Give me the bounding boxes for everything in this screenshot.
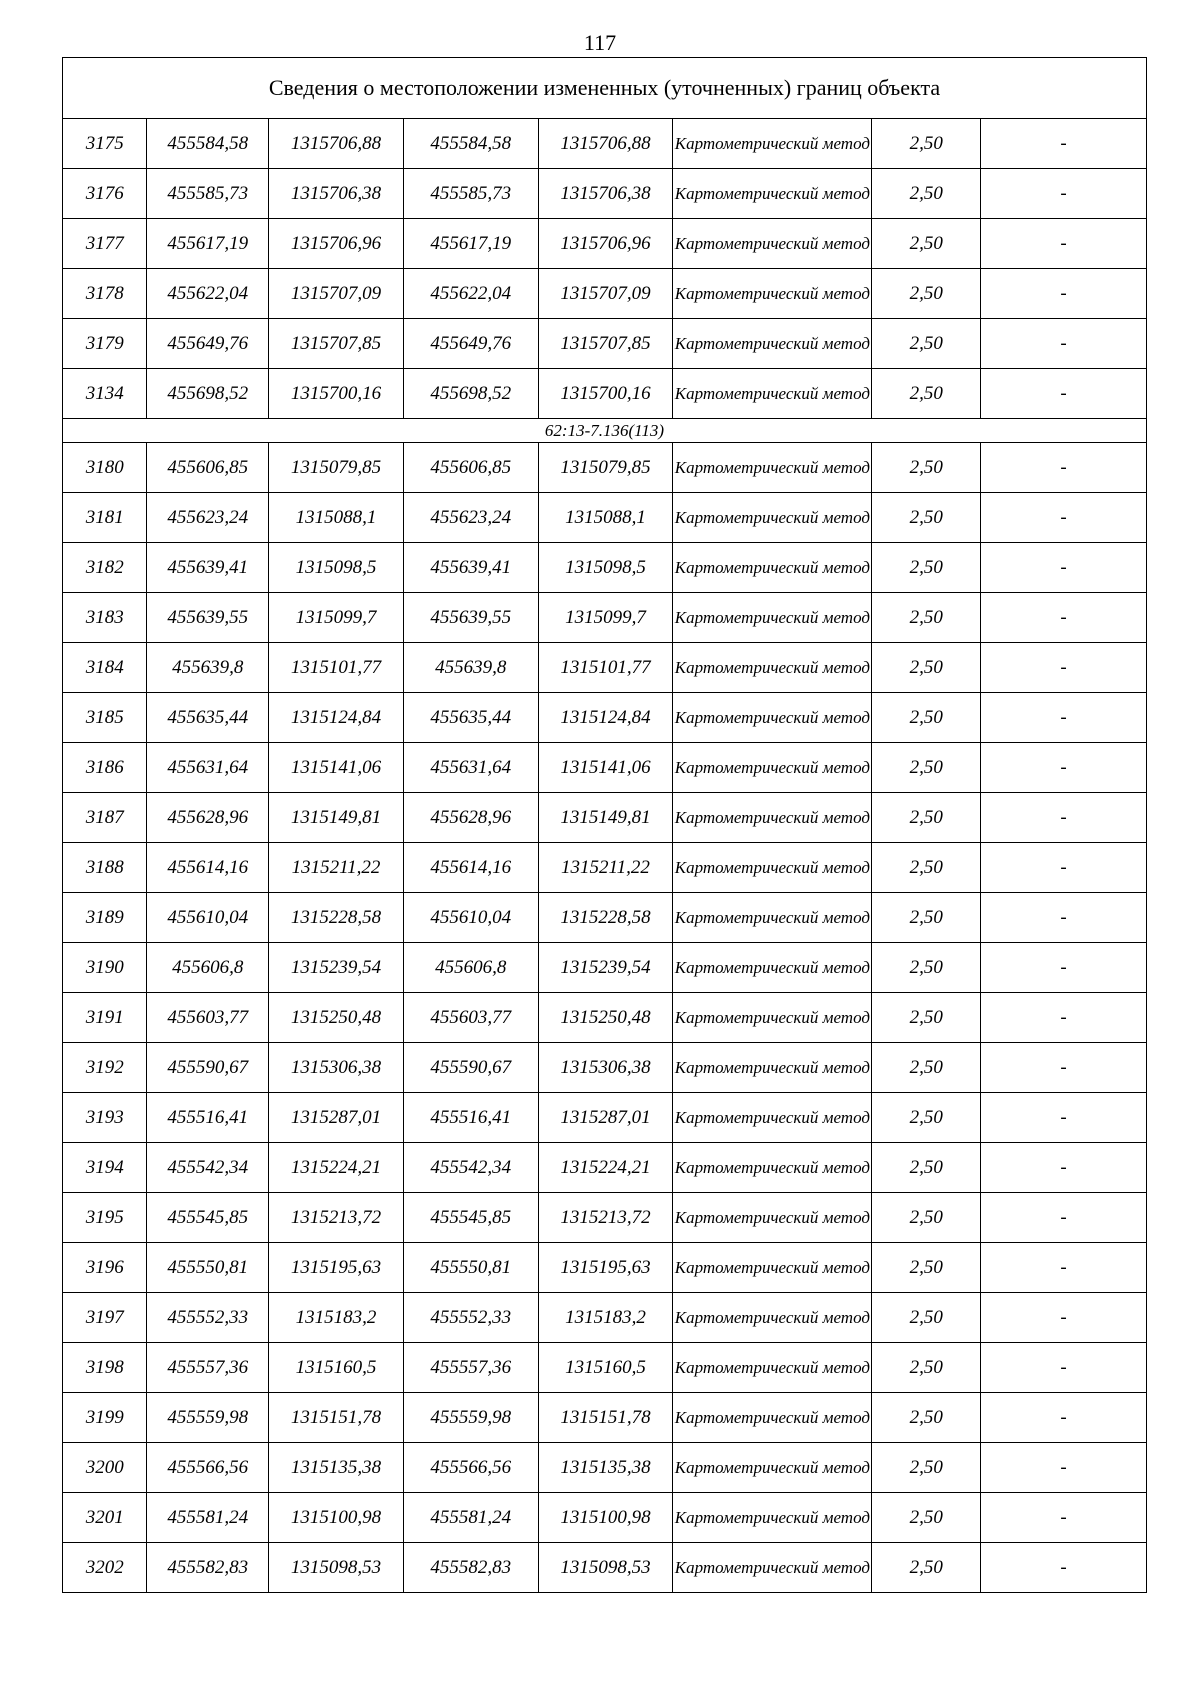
- y-existing-cell: 1315151,78: [269, 1393, 404, 1443]
- y-existing-cell: 1315135,38: [269, 1443, 404, 1493]
- x-new-cell: 455552,33: [403, 1293, 538, 1343]
- x-new-cell: 455585,73: [403, 169, 538, 219]
- method-cell: Картометрический метод: [673, 1543, 872, 1593]
- x-existing-cell: 455559,98: [147, 1393, 269, 1443]
- description-cell: -: [981, 1293, 1147, 1343]
- y-existing-cell: 1315228,58: [269, 893, 404, 943]
- description-cell: -: [981, 543, 1147, 593]
- description-cell: -: [981, 1193, 1147, 1243]
- y-existing-cell: 1315306,38: [269, 1043, 404, 1093]
- x-existing-cell: 455545,85: [147, 1193, 269, 1243]
- point-number-cell: 3183: [63, 593, 147, 643]
- method-cell: Картометрический метод: [673, 1393, 872, 1443]
- x-new-cell: 455639,41: [403, 543, 538, 593]
- y-new-cell: 1315239,54: [538, 943, 673, 993]
- y-existing-cell: 1315088,1: [269, 493, 404, 543]
- method-cell: Картометрический метод: [673, 119, 872, 169]
- x-existing-cell: 455698,52: [147, 369, 269, 419]
- point-number-cell: 3184: [63, 643, 147, 693]
- description-cell: -: [981, 169, 1147, 219]
- method-cell: Картометрический метод: [673, 693, 872, 743]
- x-existing-cell: 455639,55: [147, 593, 269, 643]
- point-number-cell: 3175: [63, 119, 147, 169]
- table-row: [63, 543, 1147, 593]
- y-existing-cell: 1315101,77: [269, 643, 404, 693]
- description-cell: -: [981, 119, 1147, 169]
- method-cell: Картометрический метод: [673, 1343, 872, 1393]
- table-row: [63, 843, 1147, 893]
- y-new-cell: 1315099,7: [538, 593, 673, 643]
- x-new-cell: 455617,19: [403, 219, 538, 269]
- y-new-cell: 1315195,63: [538, 1243, 673, 1293]
- x-existing-cell: 455606,8: [147, 943, 269, 993]
- point-number-cell: 3188: [63, 843, 147, 893]
- x-existing-cell: 455585,73: [147, 169, 269, 219]
- y-new-cell: 1315706,88: [538, 119, 673, 169]
- point-number-cell: 3193: [63, 1093, 147, 1143]
- method-cell: Картометрический метод: [673, 1143, 872, 1193]
- x-existing-cell: 455550,81: [147, 1243, 269, 1293]
- table-row: [63, 793, 1147, 843]
- description-cell: -: [981, 893, 1147, 943]
- accuracy-cell: 2,50: [872, 793, 981, 843]
- x-new-cell: 455557,36: [403, 1343, 538, 1393]
- description-cell: -: [981, 1043, 1147, 1093]
- x-existing-cell: 455631,64: [147, 743, 269, 793]
- method-cell: Картометрический метод: [673, 319, 872, 369]
- y-existing-cell: 1315706,96: [269, 219, 404, 269]
- accuracy-cell: 2,50: [872, 1243, 981, 1293]
- accuracy-cell: 2,50: [872, 893, 981, 943]
- y-existing-cell: 1315195,63: [269, 1243, 404, 1293]
- table-row: [63, 693, 1147, 743]
- point-number-cell: 3202: [63, 1543, 147, 1593]
- table-row: [63, 743, 1147, 793]
- table-row: [63, 1543, 1147, 1593]
- table-row: [63, 1393, 1147, 1443]
- y-existing-cell: 1315099,7: [269, 593, 404, 643]
- method-cell: Картометрический метод: [673, 1493, 872, 1543]
- accuracy-cell: 2,50: [872, 1543, 981, 1593]
- point-number-cell: 3181: [63, 493, 147, 543]
- x-new-cell: 455639,8: [403, 643, 538, 693]
- method-cell: Картометрический метод: [673, 1043, 872, 1093]
- accuracy-cell: 2,50: [872, 1493, 981, 1543]
- description-cell: -: [981, 743, 1147, 793]
- y-new-cell: 1315707,09: [538, 269, 673, 319]
- point-number-cell: 3185: [63, 693, 147, 743]
- description-cell: -: [981, 643, 1147, 693]
- y-existing-cell: 1315224,21: [269, 1143, 404, 1193]
- x-existing-cell: 455639,8: [147, 643, 269, 693]
- method-cell: Картометрический метод: [673, 1193, 872, 1243]
- x-existing-cell: 455635,44: [147, 693, 269, 743]
- accuracy-cell: 2,50: [872, 119, 981, 169]
- accuracy-cell: 2,50: [872, 943, 981, 993]
- method-cell: Картометрический метод: [673, 793, 872, 843]
- point-number-cell: 3182: [63, 543, 147, 593]
- boundary-coordinates-table: [62, 57, 1147, 1593]
- x-existing-cell: 455542,34: [147, 1143, 269, 1193]
- accuracy-cell: 2,50: [872, 1143, 981, 1193]
- x-new-cell: 455516,41: [403, 1093, 538, 1143]
- y-existing-cell: 1315706,88: [269, 119, 404, 169]
- method-cell: Картометрический метод: [673, 219, 872, 269]
- x-existing-cell: 455603,77: [147, 993, 269, 1043]
- x-new-cell: 455635,44: [403, 693, 538, 743]
- point-number-cell: 3180: [63, 443, 147, 493]
- y-existing-cell: 1315211,22: [269, 843, 404, 893]
- x-new-cell: 455631,64: [403, 743, 538, 793]
- point-number-cell: 3189: [63, 893, 147, 943]
- x-new-cell: 455590,67: [403, 1043, 538, 1093]
- point-number-cell: 3187: [63, 793, 147, 843]
- description-cell: -: [981, 219, 1147, 269]
- y-new-cell: 1315101,77: [538, 643, 673, 693]
- accuracy-cell: 2,50: [872, 369, 981, 419]
- table-row: [63, 219, 1147, 269]
- method-cell: Картометрический метод: [673, 893, 872, 943]
- y-existing-cell: 1315700,16: [269, 369, 404, 419]
- accuracy-cell: 2,50: [872, 743, 981, 793]
- method-cell: Картометрический метод: [673, 993, 872, 1043]
- description-cell: -: [981, 369, 1147, 419]
- description-cell: -: [981, 319, 1147, 369]
- y-existing-cell: 1315287,01: [269, 1093, 404, 1143]
- point-number-cell: 3201: [63, 1493, 147, 1543]
- description-cell: -: [981, 1343, 1147, 1393]
- y-new-cell: 1315183,2: [538, 1293, 673, 1343]
- description-cell: -: [981, 1093, 1147, 1143]
- accuracy-cell: 2,50: [872, 993, 981, 1043]
- y-existing-cell: 1315250,48: [269, 993, 404, 1043]
- point-number-cell: 3191: [63, 993, 147, 1043]
- accuracy-cell: 2,50: [872, 1293, 981, 1343]
- x-new-cell: 455550,81: [403, 1243, 538, 1293]
- description-cell: -: [981, 1493, 1147, 1543]
- description-cell: -: [981, 593, 1147, 643]
- x-new-cell: 455542,34: [403, 1143, 538, 1193]
- accuracy-cell: 2,50: [872, 543, 981, 593]
- method-cell: Картометрический метод: [673, 643, 872, 693]
- accuracy-cell: 2,50: [872, 593, 981, 643]
- y-new-cell: 1315213,72: [538, 1193, 673, 1243]
- x-new-cell: 455622,04: [403, 269, 538, 319]
- y-new-cell: 1315706,96: [538, 219, 673, 269]
- table-row: [63, 1143, 1147, 1193]
- x-new-cell: 455545,85: [403, 1193, 538, 1243]
- y-new-cell: 1315707,85: [538, 319, 673, 369]
- description-cell: -: [981, 943, 1147, 993]
- y-new-cell: 1315228,58: [538, 893, 673, 943]
- y-existing-cell: 1315098,53: [269, 1543, 404, 1593]
- y-existing-cell: 1315098,5: [269, 543, 404, 593]
- accuracy-cell: 2,50: [872, 1043, 981, 1093]
- point-number-cell: 3198: [63, 1343, 147, 1393]
- description-cell: -: [981, 1543, 1147, 1593]
- y-existing-cell: 1315149,81: [269, 793, 404, 843]
- method-cell: Картометрический метод: [673, 593, 872, 643]
- accuracy-cell: 2,50: [872, 319, 981, 369]
- accuracy-cell: 2,50: [872, 693, 981, 743]
- x-new-cell: 455628,96: [403, 793, 538, 843]
- x-new-cell: 455603,77: [403, 993, 538, 1043]
- point-number-cell: 3179: [63, 319, 147, 369]
- accuracy-cell: 2,50: [872, 493, 981, 543]
- accuracy-cell: 2,50: [872, 219, 981, 269]
- table-row: [63, 993, 1147, 1043]
- point-number-cell: 3190: [63, 943, 147, 993]
- y-existing-cell: 1315124,84: [269, 693, 404, 743]
- x-existing-cell: 455649,76: [147, 319, 269, 369]
- x-new-cell: 455649,76: [403, 319, 538, 369]
- method-cell: Картометрический метод: [673, 493, 872, 543]
- y-existing-cell: 1315141,06: [269, 743, 404, 793]
- x-existing-cell: 455614,16: [147, 843, 269, 893]
- y-existing-cell: 1315707,85: [269, 319, 404, 369]
- x-new-cell: 455581,24: [403, 1493, 538, 1543]
- table-row: [63, 1193, 1147, 1243]
- point-number-cell: 3195: [63, 1193, 147, 1243]
- point-number-cell: 3178: [63, 269, 147, 319]
- point-number-cell: 3134: [63, 369, 147, 419]
- y-existing-cell: 1315183,2: [269, 1293, 404, 1343]
- description-cell: -: [981, 693, 1147, 743]
- point-number-cell: 3176: [63, 169, 147, 219]
- y-existing-cell: 1315079,85: [269, 443, 404, 493]
- x-new-cell: 455623,24: [403, 493, 538, 543]
- accuracy-cell: 2,50: [872, 1093, 981, 1143]
- table-row: [63, 1343, 1147, 1393]
- y-new-cell: 1315706,38: [538, 169, 673, 219]
- point-number-cell: 3196: [63, 1243, 147, 1293]
- x-existing-cell: 455623,24: [147, 493, 269, 543]
- y-existing-cell: 1315213,72: [269, 1193, 404, 1243]
- table-row: [63, 1293, 1147, 1343]
- method-cell: Картометрический метод: [673, 743, 872, 793]
- y-existing-cell: 1315160,5: [269, 1343, 404, 1393]
- accuracy-cell: 2,50: [872, 269, 981, 319]
- y-new-cell: 1315211,22: [538, 843, 673, 893]
- description-cell: -: [981, 1443, 1147, 1493]
- section-row: [63, 419, 1147, 443]
- y-new-cell: 1315088,1: [538, 493, 673, 543]
- accuracy-cell: 2,50: [872, 1443, 981, 1493]
- y-new-cell: 1315287,01: [538, 1093, 673, 1143]
- description-cell: -: [981, 1143, 1147, 1193]
- description-cell: -: [981, 1393, 1147, 1443]
- point-number-cell: 3186: [63, 743, 147, 793]
- method-cell: Картометрический метод: [673, 169, 872, 219]
- description-cell: -: [981, 493, 1147, 543]
- point-number-cell: 3199: [63, 1393, 147, 1443]
- point-number-cell: 3197: [63, 1293, 147, 1343]
- y-existing-cell: 1315100,98: [269, 1493, 404, 1543]
- x-existing-cell: 455582,83: [147, 1543, 269, 1593]
- point-number-cell: 3194: [63, 1143, 147, 1193]
- point-number-cell: 3177: [63, 219, 147, 269]
- section-label: 62:13-7.136(113): [63, 419, 1147, 443]
- method-cell: Картометрический метод: [673, 1093, 872, 1143]
- method-cell: Картометрический метод: [673, 269, 872, 319]
- x-existing-cell: 455590,67: [147, 1043, 269, 1093]
- y-new-cell: 1315124,84: [538, 693, 673, 743]
- table-title-row: [63, 58, 1147, 119]
- x-new-cell: 455559,98: [403, 1393, 538, 1443]
- y-new-cell: 1315079,85: [538, 443, 673, 493]
- accuracy-cell: 2,50: [872, 643, 981, 693]
- x-new-cell: 455566,56: [403, 1443, 538, 1493]
- description-cell: -: [981, 793, 1147, 843]
- method-cell: Картометрический метод: [673, 843, 872, 893]
- accuracy-cell: 2,50: [872, 1193, 981, 1243]
- x-new-cell: 455606,85: [403, 443, 538, 493]
- table-row: [63, 643, 1147, 693]
- y-new-cell: 1315700,16: [538, 369, 673, 419]
- x-existing-cell: 455557,36: [147, 1343, 269, 1393]
- y-new-cell: 1315160,5: [538, 1343, 673, 1393]
- x-new-cell: 455584,58: [403, 119, 538, 169]
- table-row: [63, 1493, 1147, 1543]
- page-number: 117: [583, 30, 617, 55]
- x-existing-cell: 455617,19: [147, 219, 269, 269]
- table-title: Сведения о местоположении измененных (уточненных) границ объекта: [63, 58, 1147, 119]
- table-row: [63, 169, 1147, 219]
- x-existing-cell: 455639,41: [147, 543, 269, 593]
- x-new-cell: 455614,16: [403, 843, 538, 893]
- x-new-cell: 455639,55: [403, 593, 538, 643]
- table-row: [63, 319, 1147, 369]
- accuracy-cell: 2,50: [872, 843, 981, 893]
- y-existing-cell: 1315707,09: [269, 269, 404, 319]
- method-cell: Картометрический метод: [673, 443, 872, 493]
- description-cell: -: [981, 993, 1147, 1043]
- table-row: [63, 1443, 1147, 1493]
- y-new-cell: 1315098,5: [538, 543, 673, 593]
- x-new-cell: 455698,52: [403, 369, 538, 419]
- y-existing-cell: 1315239,54: [269, 943, 404, 993]
- table-row: [63, 443, 1147, 493]
- x-existing-cell: 455566,56: [147, 1443, 269, 1493]
- accuracy-cell: 2,50: [872, 1343, 981, 1393]
- table-row: [63, 593, 1147, 643]
- table-row: [63, 493, 1147, 543]
- table-row: [63, 369, 1147, 419]
- method-cell: Картометрический метод: [673, 543, 872, 593]
- y-new-cell: 1315098,53: [538, 1543, 673, 1593]
- x-existing-cell: 455610,04: [147, 893, 269, 943]
- table-row: [63, 119, 1147, 169]
- x-new-cell: 455582,83: [403, 1543, 538, 1593]
- table-row: [63, 1093, 1147, 1143]
- y-new-cell: 1315250,48: [538, 993, 673, 1043]
- x-existing-cell: 455581,24: [147, 1493, 269, 1543]
- description-cell: -: [981, 269, 1147, 319]
- accuracy-cell: 2,50: [872, 1393, 981, 1443]
- table-row: [63, 1043, 1147, 1093]
- point-number-cell: 3200: [63, 1443, 147, 1493]
- accuracy-cell: 2,50: [872, 443, 981, 493]
- x-new-cell: 455610,04: [403, 893, 538, 943]
- x-existing-cell: 455606,85: [147, 443, 269, 493]
- description-cell: -: [981, 843, 1147, 893]
- description-cell: -: [981, 1243, 1147, 1293]
- method-cell: Картометрический метод: [673, 943, 872, 993]
- point-number-cell: 3192: [63, 1043, 147, 1093]
- accuracy-cell: 2,50: [872, 169, 981, 219]
- y-new-cell: 1315306,38: [538, 1043, 673, 1093]
- method-cell: Картометрический метод: [673, 1443, 872, 1493]
- y-new-cell: 1315141,06: [538, 743, 673, 793]
- x-existing-cell: 455628,96: [147, 793, 269, 843]
- x-existing-cell: 455552,33: [147, 1293, 269, 1343]
- table-row: [63, 1243, 1147, 1293]
- method-cell: Картометрический метод: [673, 369, 872, 419]
- y-new-cell: 1315149,81: [538, 793, 673, 843]
- x-existing-cell: 455516,41: [147, 1093, 269, 1143]
- x-new-cell: 455606,8: [403, 943, 538, 993]
- method-cell: Картометрический метод: [673, 1243, 872, 1293]
- y-new-cell: 1315151,78: [538, 1393, 673, 1443]
- method-cell: Картометрический метод: [673, 1293, 872, 1343]
- description-cell: -: [981, 443, 1147, 493]
- y-new-cell: 1315224,21: [538, 1143, 673, 1193]
- y-new-cell: 1315135,38: [538, 1443, 673, 1493]
- x-existing-cell: 455622,04: [147, 269, 269, 319]
- x-existing-cell: 455584,58: [147, 119, 269, 169]
- table-row: [63, 893, 1147, 943]
- table-row: [63, 269, 1147, 319]
- y-new-cell: 1315100,98: [538, 1493, 673, 1543]
- table-row: [63, 943, 1147, 993]
- y-existing-cell: 1315706,38: [269, 169, 404, 219]
